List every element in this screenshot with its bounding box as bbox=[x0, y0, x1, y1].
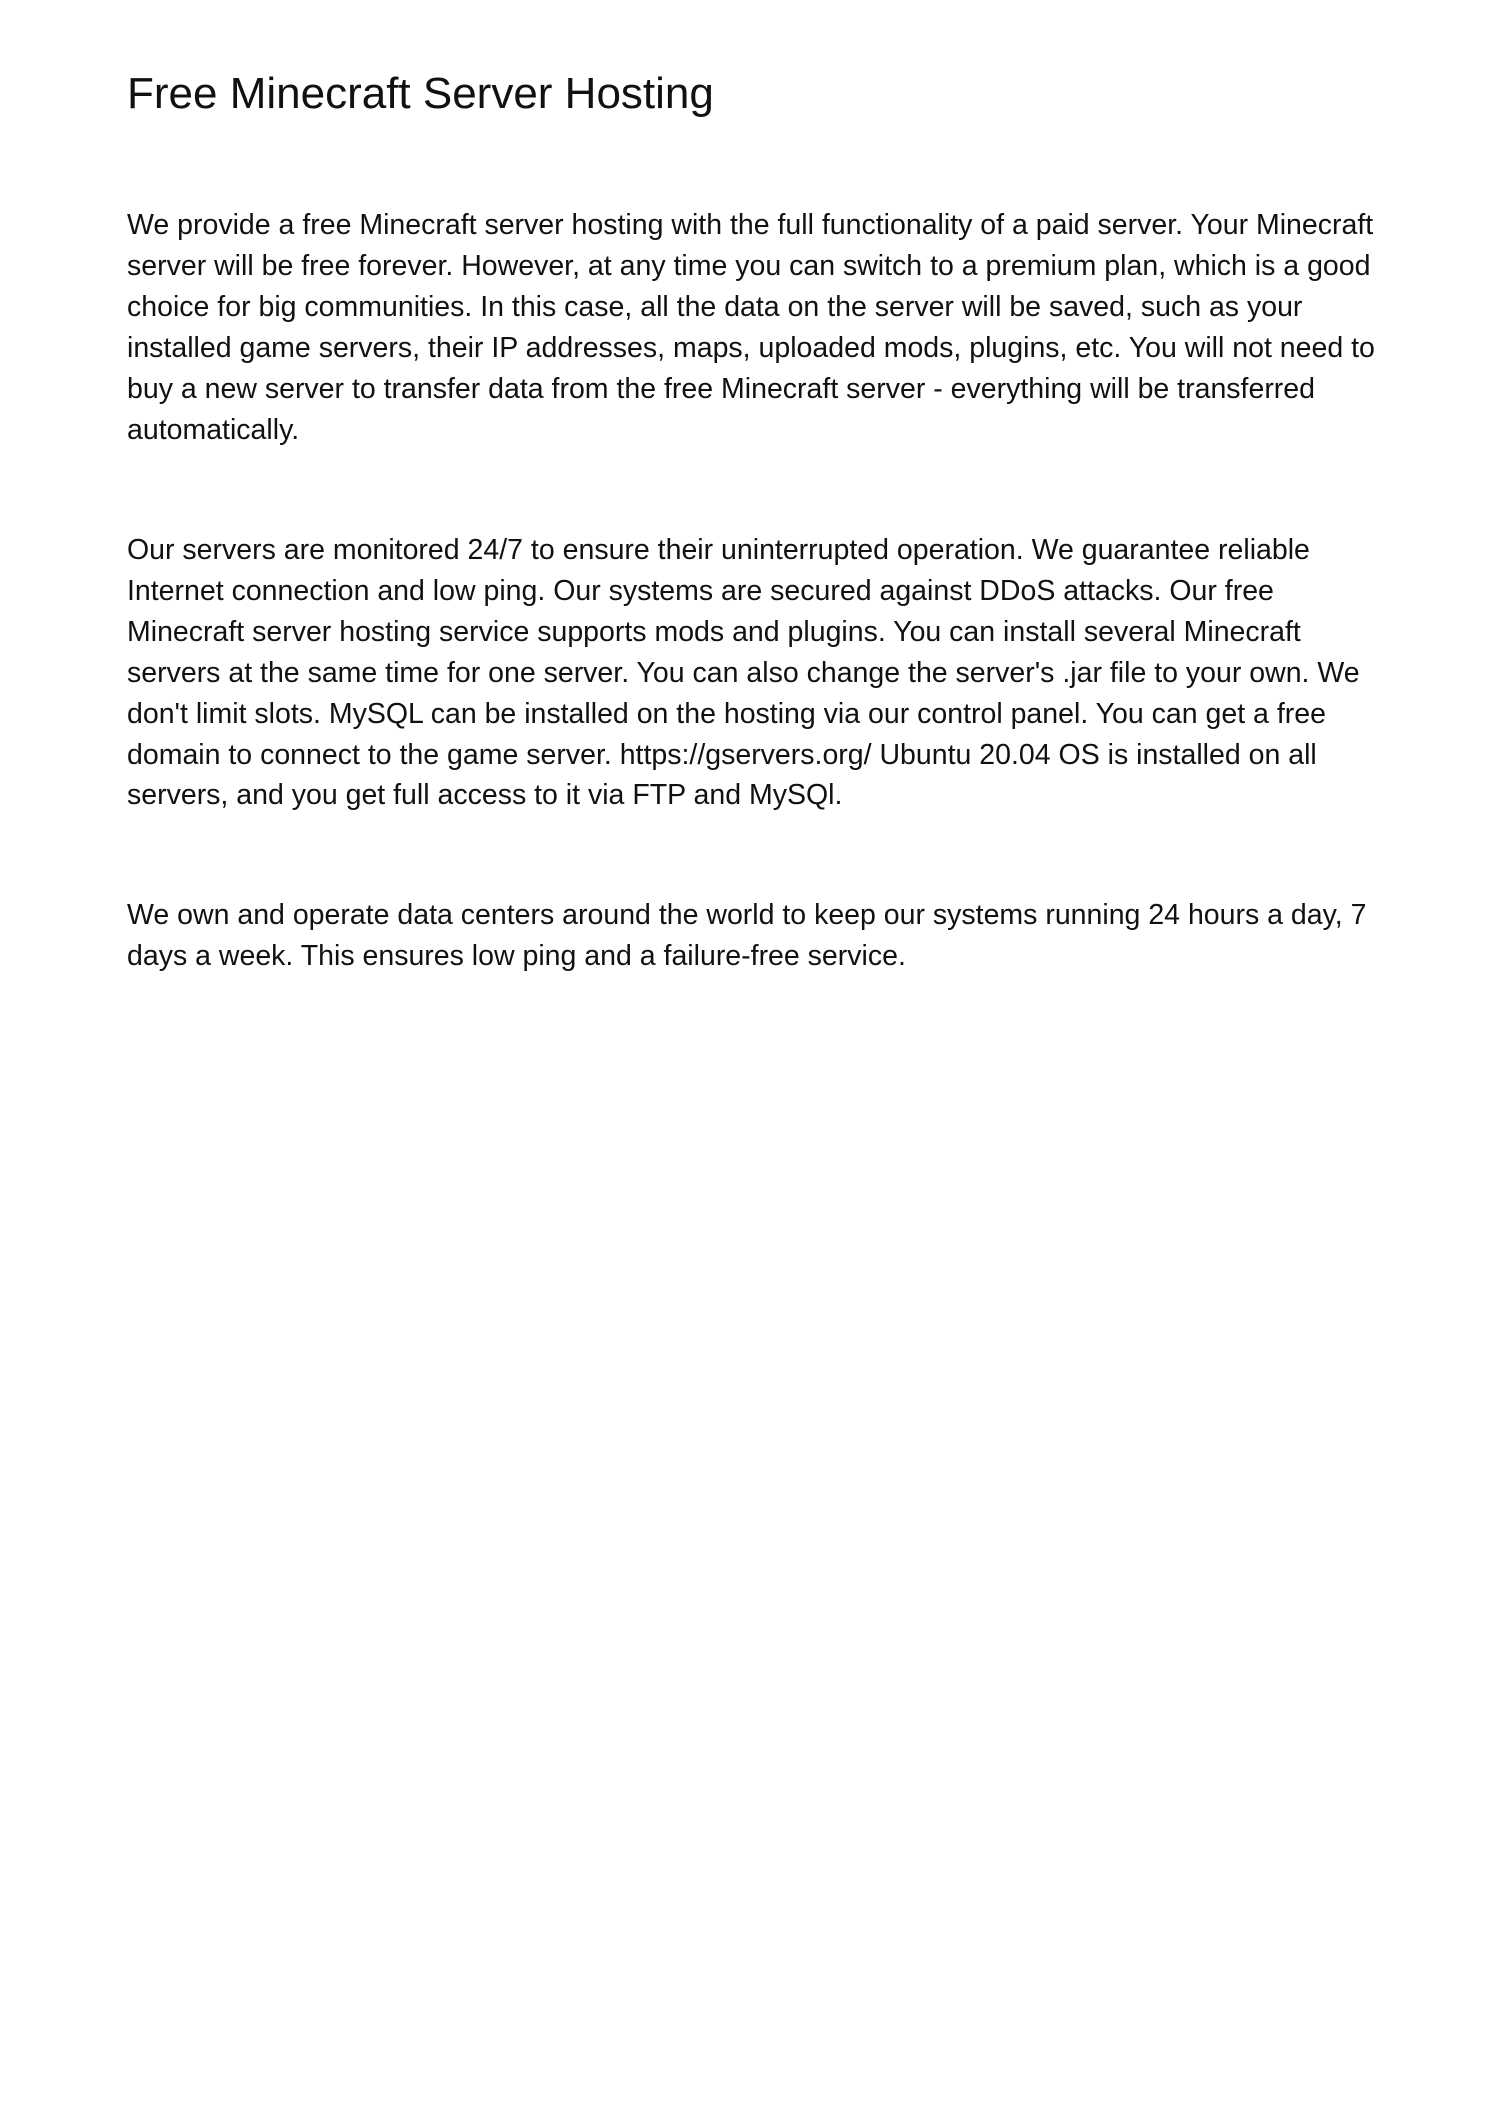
paragraph-data-centers: We own and operate data centers around the world to keep our systems running 24 hours a day, 7 days a week. This ensures low ping and a failure-free service. bbox=[127, 899, 1367, 972]
paragraph-monitoring: Our servers are monitored 24/7 to ensure their uninterrupted operation. We guarantee reliable Internet connection and low ping. Our systems are secured against DDoS attacks. Our free Minecraft server hosting service supports mods and plugins. You can install several Minecraft servers at the same time for one server. You can also change the server's .jar file to your own. We don't limit slots. MySQL can be installed on the hosting via our control panel. You can get a free domain to connect to the game server. https://gservers.org/ Ubuntu 20.04 OS is installed on all servers, and you get full access to it via FTP and MySQl. bbox=[127, 534, 1360, 812]
paragraph-free-hosting: We provide a free Minecraft server hosting with the full functionality of a paid server. Your Minecraft server will be free forever. However, at any time you can switch to a premium plan, which is a good choice for big communities. In this case, all the data on the server will be saved, such as your installed game servers, their IP addresses, maps, uploaded mods, plugins, etc. You will not need to buy a new server to transfer data from the free Minecraft server - everything will be transferred automatically. bbox=[127, 209, 1375, 446]
page-title: Free Minecraft Server Hosting bbox=[127, 69, 714, 118]
